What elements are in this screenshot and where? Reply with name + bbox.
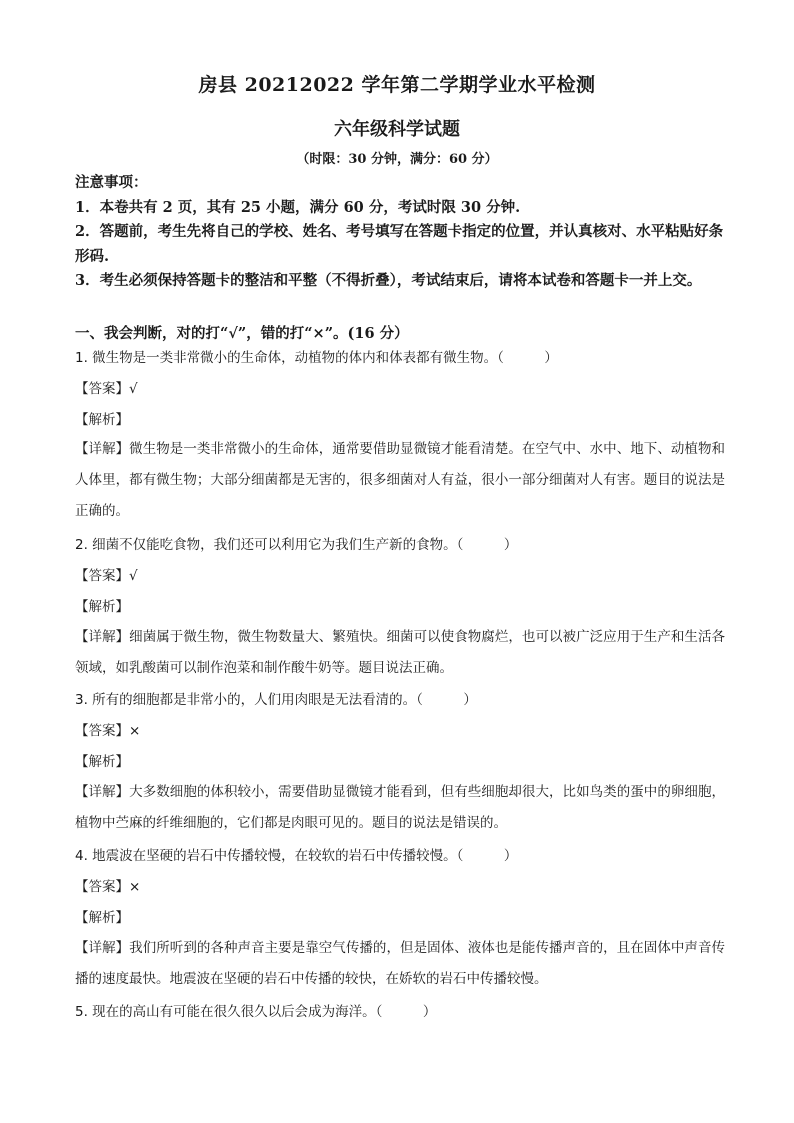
- analysis-1: 【解析】: [75, 412, 129, 428]
- detail-1: 【详解】微生物是一类非常微小的生命体，通常要借助显微镜才能看清楚。在空气中、水中、地下、动植物和人体里，都有微生物；大部分细菌都是无害的，很多细菌对人有益，很小一部分细菌对人有害。题目的说法是正确的。: [75, 441, 725, 519]
- exam-subtitle: 六年级科学试题: [334, 119, 460, 140]
- answer-2: 【答案】√: [75, 568, 138, 584]
- note-2: 2．答题前，考生先将自己的学校、姓名、考号填写在答题卡指定的位置，并认真核对、水平粘贴好条形码.: [75, 223, 724, 265]
- exam-limit: （时限：30 分钟，满分：60 分）: [296, 152, 498, 167]
- note-3: 3．考生必须保持答题卡的整洁和平整（不得折叠），考试结束后，请将本试卷和答题卡一并上交。: [75, 272, 702, 289]
- section-heading: 一、我会判断，对的打“√”，错的打“×”。(16 分）: [75, 325, 409, 342]
- question-5: 5. 现在的高山有可能在很久很久以后会成为海洋。（ ）: [75, 1004, 437, 1020]
- answer-1: 【答案】√: [75, 381, 138, 397]
- detail-2: 【详解】细菌属于微生物，微生物数量大、繁殖快。细菌可以使食物腐烂，也可以被广泛应用于生产和生活各领域，如乳酸菌可以制作泡菜和制作酸牛奶等。题目说法正确。: [75, 629, 725, 676]
- detail-4: 【详解】我们所听到的各种声音主要是靠空气传播的，但是固体、液体也是能传播声音的，且在固体中声音传播的速度最快。地震波在坚硬的岩石中传播的较快，在娇软的岩石中传播较慢。: [75, 940, 725, 987]
- question-2: 2. 细菌不仅能吃食物，我们还可以利用它为我们生产新的食物。（ ）: [75, 537, 518, 553]
- notes-heading: 注意事项：: [75, 174, 148, 191]
- note-1: 1．本卷共有 2 页，其有 25 小题，满分 60 分，考试时限 30 分钟.: [75, 199, 521, 216]
- analysis-2: 【解析】: [75, 599, 129, 615]
- analysis-3: 【解析】: [75, 754, 129, 770]
- exam-title: 房县 20212022 学年第二学期学业水平检测: [198, 74, 596, 96]
- question-3: 3. 所有的细胞都是非常小的，人们用肉眼是无法看清的。（ ）: [75, 692, 477, 708]
- answer-3: 【答案】×: [75, 723, 141, 739]
- answer-4: 【答案】×: [75, 879, 141, 895]
- question-1: 1. 微生物是一类非常微小的生命体，动植物的体内和体表都有微生物。（ ）: [75, 350, 558, 366]
- analysis-4: 【解析】: [75, 910, 129, 926]
- question-4: 4. 地震波在坚硬的岩石中传播较慢，在较软的岩石中传播较慢。（ ）: [75, 848, 518, 864]
- detail-3: 【详解】大多数细胞的体积较小，需要借助显微镜才能看到，但有些细胞却很大，比如鸟类的蛋中的卵细胞，植物中苎麻的纤维细胞的，它们都是肉眼可见的。题目的说法是错误的。: [75, 784, 725, 831]
